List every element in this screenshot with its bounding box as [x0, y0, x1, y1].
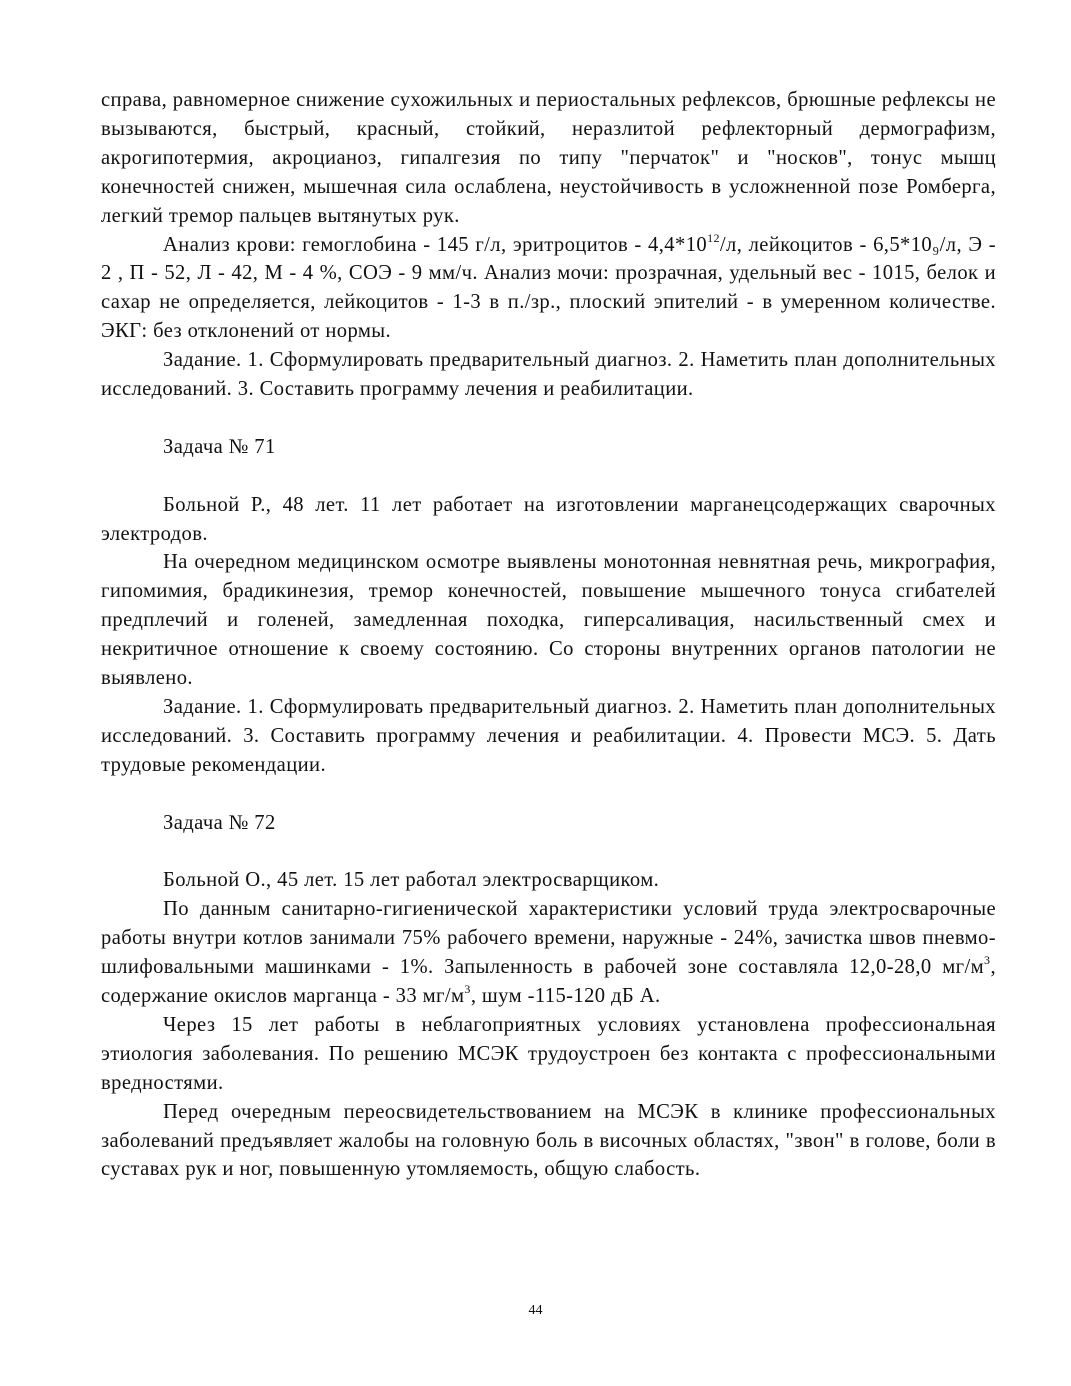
page-number: 44 [528, 1303, 543, 1318]
paragraph: справа, равномерное снижение сухожильных и периостальных рефлексов, брюшные рефлексы не вызываются, быстрый, красный, стойкий, неразлитой рефлекторный дермографизм, акрогипотермия, акроцианоз, гипалгезия по типу "перчаток" и "носков", тонус мышц конечностей снижен, мышечная сила ослаблена, неустойчивость в усложненной позе Ромберга, легкий тремор пальцев вытянутых рук. [101, 89, 996, 227]
page-body [101, 86, 996, 1184]
task-heading-72: Задача № 72 [163, 811, 276, 834]
superscript: 3 [464, 982, 471, 997]
task-heading-71: Задача № 71 [163, 435, 276, 458]
paragraph: Больной О., 45 лет. 15 лет работал электросварщиком. [163, 869, 660, 892]
paragraph: Перед очередным переосвидетельствованием на МСЭК в клинике профессиональных заболеваний предъявляет жалобы на головную боль в височных областях, "звон" в голове, боли в суставах рук и ног, повышенную утомляемость, общую слабость. [101, 1100, 996, 1181]
paragraph: Больной Р., 48 лет. 11 лет работает на изготовлении марганецсодержащих сварочных электродов. [101, 493, 996, 545]
text-run: /л, лейкоцитов - 6,5*10₉/л, Э - 2 , П - 52, Л - 42, М - 4 %, СОЭ - 9 мм/ч. Анализ мочи: прозрачная, удельный вес - 1015, белок и сахар не определяется, лейкоцитов - 1-3 в п./зр., плоский эпителий - в умеренном количестве. ЭКГ: без отклонений от нормы. [101, 233, 997, 343]
text-run: По данным санитарно-гигиенической характеристики условий труда электросварочные работы внутри котлов занимали 75% рабочего времени, наружные - 24%, зачистка швов пневмо-шлифовальными машинками - 1%. Запыленность в рабочей зоне составляла 12,0-28,0 мг/м [101, 898, 996, 979]
paragraph-task: Задание. 1. Сформулировать предварительный диагноз. 2. Наметить план дополнительных исследований. 3. Составить программу лечения и реабилитации. [101, 349, 996, 401]
text-run: , шум -115-120 дБ А. [470, 985, 661, 1008]
text-run: , содержание окислов марганца - 33 мг/м [101, 956, 996, 1008]
paragraph: Через 15 лет работы в неблагоприятных условиях установлена профессиональная этиология заболевания. По решению МСЭК трудоустроен без контакта с профессиональными вредностями. [101, 1013, 996, 1094]
text-run: Анализ крови: гемоглобина - 145 г/л, эритроцитов - 4,4*10 [163, 233, 708, 256]
paragraph-blood-analysis [101, 231, 996, 347]
paragraph-task: Задание. 1. Сформулировать предварительный диагноз. 2. Наметить план дополнительных исследований. 3. Составить программу лечения и реабилитации. 4. Провести МСЭ. 5. Дать трудовые рекомендации. [101, 696, 996, 776]
superscript: 3 [984, 953, 991, 968]
superscript: 12 [707, 230, 720, 245]
paragraph-conditions [101, 895, 996, 1011]
paragraph: На очередном медицинском осмотре выявлены монотонная невнятная речь, микрография, гипомимия, брадикинезия, тремор конечностей, повышение мышечного тонуса сгибателей предплечий и голеней, замедленная походка, гиперсаливация, насильственный смех и некритичное отношение к своему состоянию. Со стороны внутренних органов патологии не выявлено. [101, 551, 996, 690]
